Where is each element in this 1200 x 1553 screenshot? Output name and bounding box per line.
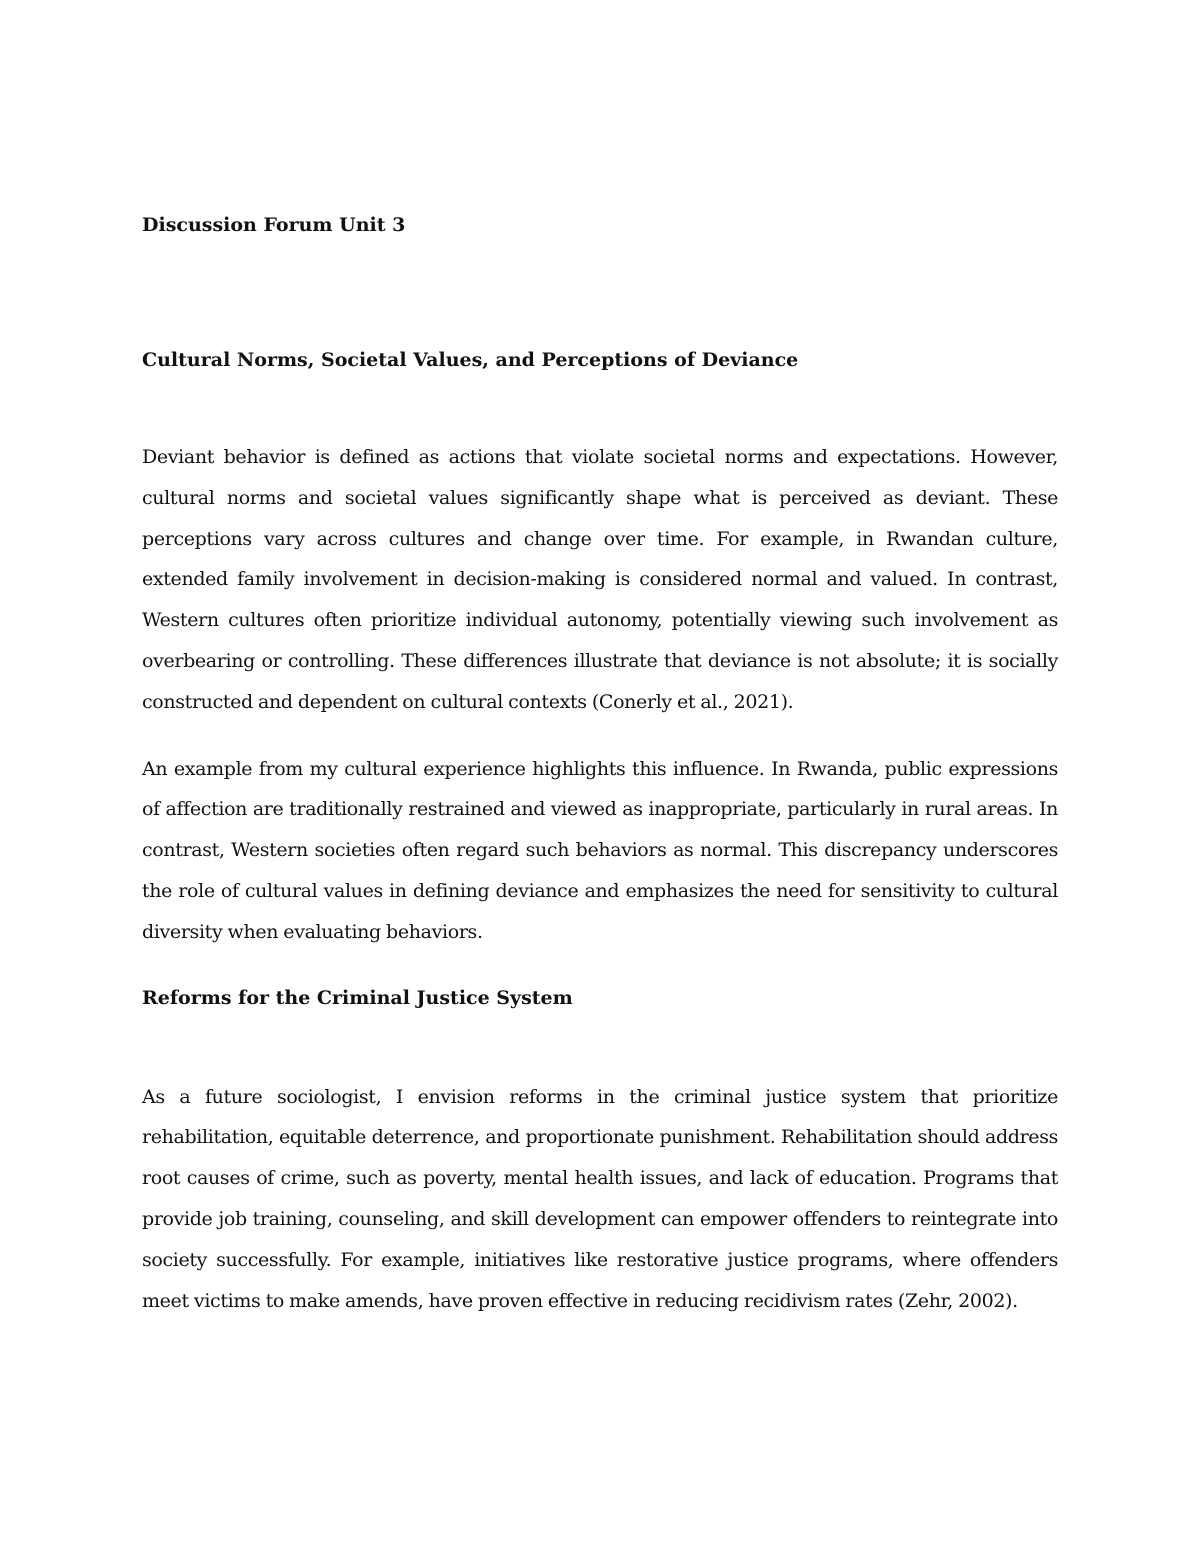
paragraph-cultural-example: An example from my cultural experience highlights this influence. In Rwanda, public expressions of affection are traditionally restrained and viewed as inappropriate, particularly in rural areas. In contrast, Western societies often regard such behaviors as normal. This discrepancy underscores the role of cultural values in defining deviance and emphasizes the need for sensitivity to cultural diversity when evaluating behaviors. <box>142 757 1058 943</box>
section-heading-justice-reforms: Reforms for the Criminal Justice System <box>142 986 573 1009</box>
document-title: Discussion Forum Unit 3 <box>142 214 406 236</box>
section-heading-cultural-norms: Cultural Norms, Societal Values, and Perceptions of Deviance <box>142 349 799 371</box>
paragraph-reforms: As a future sociologist, I envision reforms in the criminal justice system that prioritize rehabilitation, equitable deterrence, and proportionate punishment. Rehabilitation should address root causes of crime, such as poverty, mental health issues, and lack of education. Programs that provide job training, counseling, and skill development can empower offenders to reintegrate into society successfully. For example, initiatives like restorative justice programs, where offenders meet victims to make amends, have proven effective in reducing recidivism rates (Zehr, 2002). <box>142 1085 1058 1312</box>
paragraph-deviant-behavior-definition: Deviant behavior is defined as actions that violate societal norms and expectations. However, cultural norms and societal values significantly shape what is perceived as deviant. These perceptions vary across cultures and change over time. For example, in Rwandan culture, extended family involvement in decision-making is considered normal and valued. In contrast, Western cultures often prioritize individual autonomy, potentially viewing such involvement as overbearing or controlling. These differences illustrate that deviance is not absolute; it is socially constructed and dependent on cultural contexts (Conerly et al., 2021). <box>142 446 1058 713</box>
document-body <box>142 206 1058 1321</box>
